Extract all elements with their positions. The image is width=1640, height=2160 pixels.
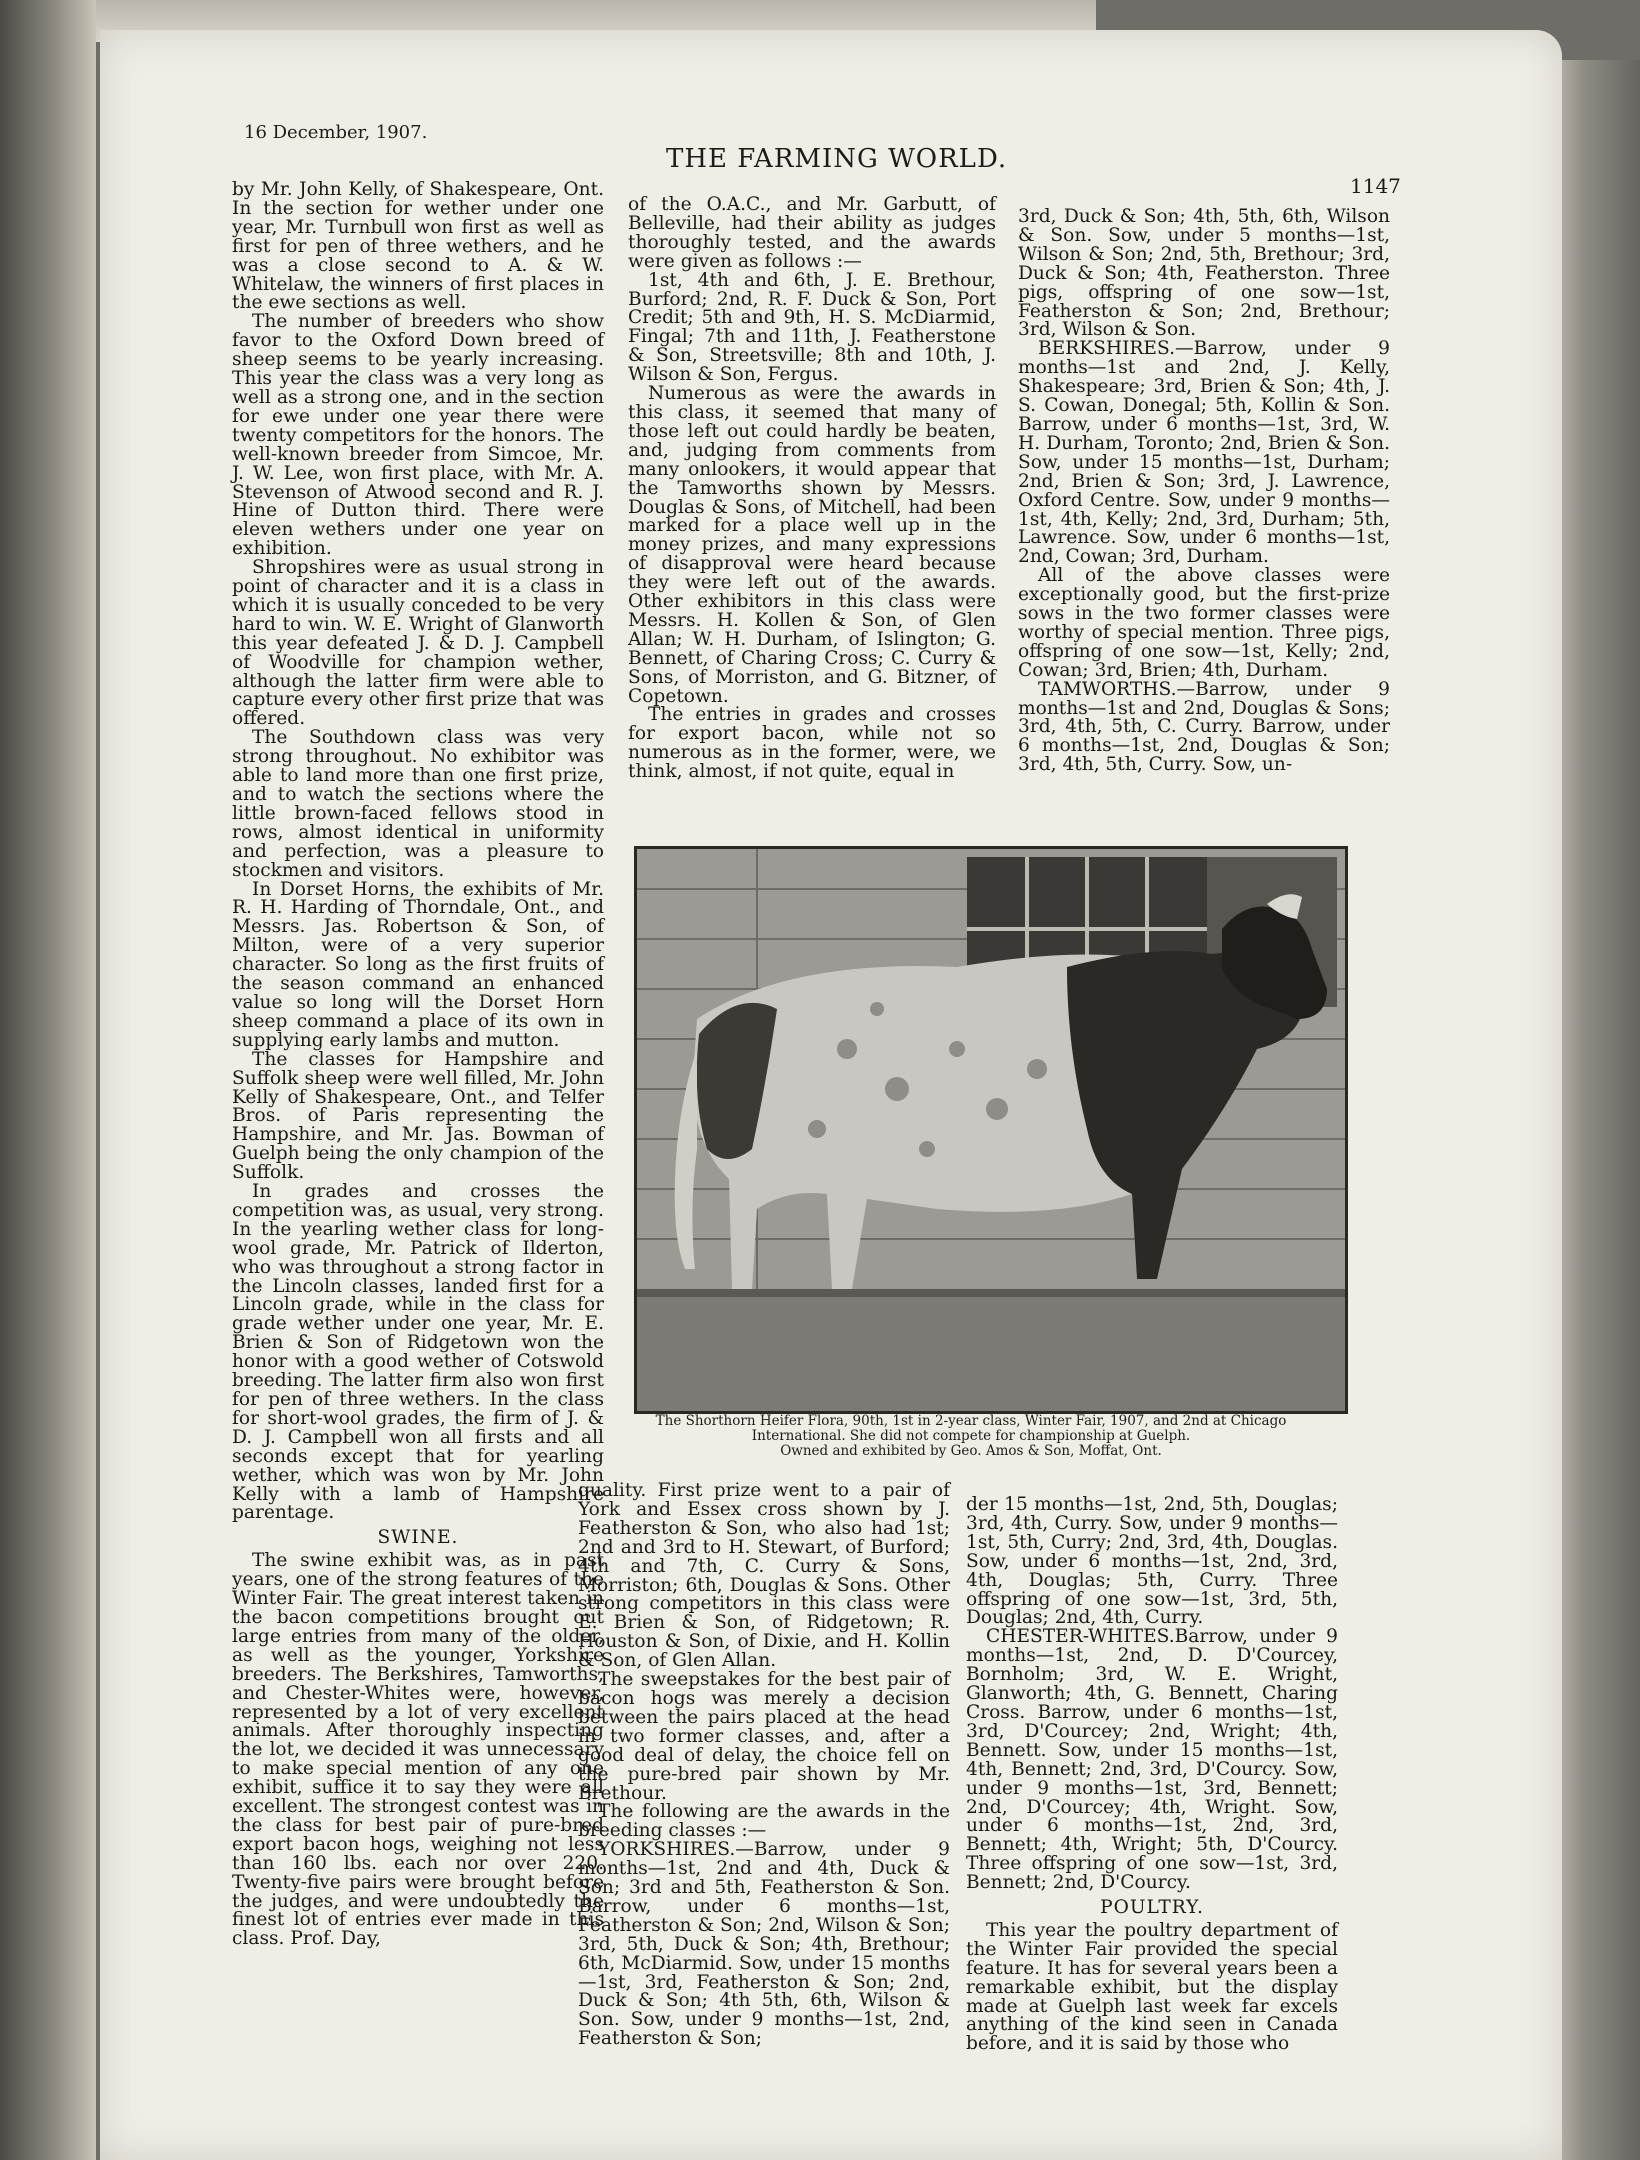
photo-caption <box>614 1414 1328 1459</box>
section-heading-swine: SWINE. <box>377 1527 459 1549</box>
paragraph: In Dorset Horns, the exhibits of Mr. R. H. Harding of Thorndale, Ont., and Messrs. Jas. Robertson & Son, of Milton, were of a very superior character. So long as the first fruits of the season command an enhanced value so long will the Dorset Horn sheep command a place of its own in supplying early lambs and mutton. <box>232 878 604 1051</box>
column-5 <box>966 1496 1338 2054</box>
paragraph: quality. First prize went to a pair of York and Essex cross shown by J. Featherston & Son, who also had 1st; 2nd and 3rd to H. Stewart, of Burford; 4th and 7th, C. Curry & Sons, Morriston; 6th, Douglas & Sons. Other strong competitors in this class were E. Brien & Son, of Ridgetown; R. Houston & Son, of Dixie, and H. Kollin & Son, of Glen Allan. <box>578 1480 950 1672</box>
paragraph: der 15 months—1st, 2nd, 5th, Douglas; 3rd, 4th, Curry. Sow, under 9 months—1st, 5th, Curry; 2nd, 3rd, 4th, Douglas. Sow, under 6 months—1st, 2nd, 3rd, 4th, Douglas; 5th, Curry. Three offspring of one sow—1st, 3rd, 5th, Douglas; 2nd, 4th, Curry. <box>966 1494 1338 1629</box>
column-1 <box>232 181 604 1949</box>
paragraph: Numerous as were the awards in this class, it seemed that many of those left out could hardly be beaten, and, judging from comments from many onlookers, it would appear that the Tamworths shown by Messrs. Douglas & Sons, of Mitchell, had been marked for a place well up in the money prizes, and many expressions of disapproval were heard because they were left out of the awards. Other exhibitors in this class were Messrs. H. Kollen & Son, of Glen Allan; W. H. Durham, of Islington; G. Bennett, of Charing Cross; C. Curry & Sons, of Morriston, and G. Bitzner, of Copetown. <box>628 383 996 707</box>
paragraph: of the O.A.C., and Mr. Garbutt, of Belleville, had their ability as judges thoroughly tested, and the awards were given as follows :— <box>628 194 996 272</box>
paragraph: TAMWORTHS.—Barrow, under 9 months—1st and 2nd, Douglas & Sons; 3rd, 4th, 5th, C. Curry. Barrow, under 6 months—1st, 2nd, Douglas & Son; 3rd, 4th, 5th, Curry. Sow, un- <box>1018 678 1390 776</box>
paragraph: CHESTER-WHITES.Barrow, under 9 months—1st, 2nd, D. D'Courcey, Bornholm; 3rd, W. E. Wright, Glanworth; 4th, G. Bennett, Charing Cross. Barrow, under 6 months—1st, 3rd, D'Courcey; 2nd, Wright; 4th, Bennett. Sow, under 15 months—1st, 4th, Bennett; 2nd, 3rd, D'Courcy. Sow, under 9 months—1st, 3rd, Bennett; 2nd, D'Courcey; 4th, Wright. Sow, under 6 months—1st, 2nd, 3rd, Bennett; 4th, Wright; 5th, D'Courcy. Three offspring of one sow—1st, 3rd, Bennett; 2nd, D'Courcy. <box>966 1626 1338 1894</box>
issue-date: 16 December, 1907. <box>244 122 428 143</box>
paragraph: This year the poultry department of the Winter Fair provided the special feature. It has for several years been a remarkable exhibit, but the display made at Guelph last week far excels anything of the kind seen in Canada before, and it is said by those who <box>966 1919 1338 2055</box>
paragraph: The number of breeders who show favor to the Oxford Down breed of sheep seems to be yearly increasing. This year the class was a very long as well as a strong one, and in the section for ewe under one year there were twenty competitors for the honors. The well-known breeder from Simcoe, Mr. J. W. Lee, won first place, with Mr. A. Stevenson of Atwood second and R. J. Hine of Dutton third. There were eleven wethers under one year on exhibition. <box>232 311 604 560</box>
paragraph: All of the above classes were exceptionally good, but the first-prize sows in the two former classes were worthy of special mention. Three pigs, offspring of one sow—1st, Kelly; 2nd, Cowan; 3rd, Brien; 4th, Durham. <box>1018 565 1390 681</box>
publication-title: THE FARMING WORLD. <box>666 144 1008 174</box>
caption-line: Owned and exhibited by Geo. Amos & Son, Moffat, Ont. <box>780 1443 1162 1459</box>
paragraph: The classes for Hampshire and Suffolk sheep were well filled, Mr. John Kelly of Shakespeare, Ont., and Telfer Bros. of Paris representing the Hampshire, and Mr. Jas. Bowman of Guelph being the only champion of the Suffolk. <box>232 1048 604 1184</box>
paragraph: BERKSHIRES.—Barrow, under 9 months—1st and 2nd, J. Kelly, Shakespeare; 3rd, Brien & Son; 4th, J. S. Cowan, Donegal; 5th, Kollin & Son. Barrow, under 6 months—1st, 3rd, W. H. Durham, Toronto; 2nd, Brien & Son. Sow, under 15 months—1st, Durham; 2nd, Brien & Son; 3rd, J. Lawrence, Oxford Centre. Sow, under 9 months—1st, 4th, Kelly; 2nd, 3rd, Durham; 5th, Lawrence. Sow, under 6 months—1st, 2nd, Cowan; 3rd, Durham. <box>1018 338 1390 568</box>
paragraph: The sweepstakes for the best pair of bacon hogs was merely a decision between the pairs placed at the head in two former classes, and, after a good deal of delay, the choice fell on the pure-bred pair shown by Mr. Brethour. <box>578 1669 950 1804</box>
paragraph: 3rd, Duck & Son; 4th, 5th, 6th, Wilson & Son. Sow, under 5 months—1st, Wilson & Son; 2nd, 5th, Brethour; 3rd, Duck & Son; 4th, Featherston. Three pigs, offspring of one sow—1st, Featherston & Son; 2nd, Brethour; 3rd, Wilson & Son. <box>1018 206 1390 341</box>
paragraph: The following are the awards in the breeding classes :— <box>578 1801 950 1842</box>
column-2 <box>628 196 996 782</box>
paragraph: Shropshires were as usual strong in point of character and it is a class in which it is usually conceded to be very hard to win. W. E. Wright of Glanworth this year defeated J. & D. J. Campbell of Woodville for champion wether, although the latter firm were able to capture every other first prize that was offered. <box>232 557 604 730</box>
caption-line: The Shorthorn Heifer Flora, 90th, 1st in 2-year class, Winter Fair, 1907, and 2nd at Chicago International. She did not compete for championship at Guelph. <box>655 1413 1287 1444</box>
paragraph: The Southdown class was very strong throughout. No exhibitor was able to land more than one first prize, and to watch the sections where the little brown-faced fellows stood in rows, almost identical in uniformity and perfection, was a pleasure to stockmen and visitors. <box>232 727 604 881</box>
paragraph: In grades and crosses the competition was, as usual, very strong. In the yearling wether class for long-wool grade, Mr. Patrick of Ilderton, who was throughout a strong factor in the Lincoln classes, landed first for a Lincoln grade, while in the class for grade wether under one year, Mr. E. Brien & Son of Ridgetown won the honor with a good wether of Cotswold breeding. The latter firm also won first for pen of three wethers. In the class for short-wool grades, the firm of J. & D. J. Campbell won all firsts and all seconds except that for yearling wether, which was won by Mr. John Kelly with a lamb of Hampshire parentage. <box>232 1181 604 1524</box>
page-number: 1147 <box>1350 174 1401 198</box>
column-3 <box>1018 208 1390 775</box>
column-4 <box>578 1482 950 2049</box>
paragraph: by Mr. John Kelly, of Shakespeare, Ont. In the section for wether under one year, Mr. Turnbull won first as well as first for pen of three wethers, and he was a close second to A. & W. Whitelaw, the winners of first places in the ewe sections as well. <box>232 179 604 314</box>
paragraph: 1st, 4th and 6th, J. E. Brethour, Burford; 2nd, R. F. Duck & Son, Port Credit; 5th and 9th, H. S. McDiarmid, Fingal; 7th and 11th, J. Featherstone & Son, Streetsville; 8th and 10th, J. Wilson & Son, Fergus. <box>628 269 996 386</box>
paragraph: The swine exhibit was, as in past years, one of the strong features of the Winter Fair. The great interest taken in the bacon competitions brought out large entries from many of the older, as well as the younger, Yorkshire breeders. The Berkshires, Tamworths, and Chester-Whites were, however, represented by a lot of very excellent animals. After thoroughly inspecting the lot, we decided it was unnecessary to make special mention of any one exhibit, suffice it to say they were all excellent. The strongest contest was in the class for best pair of pure-bred export bacon hogs, weighing not less than 160 lbs. each nor over 220. Twenty-five pairs were brought before the judges, and were undoubtedly the finest lot of entries ever made in this class. Prof. Day, <box>232 1550 604 1950</box>
section-heading-poultry: POULTRY. <box>1100 1897 1204 1919</box>
shorthorn-heifer-photo <box>634 846 1348 1414</box>
paragraph: The entries in grades and crosses for export bacon, while not so numerous as in the former, were, we think, almost, if not quite, equal in <box>628 704 996 783</box>
scan-binding-edge <box>0 0 96 2160</box>
paragraph: YORKSHIRES.—Barrow, under 9 months—1st, 2nd and 4th, Duck & Son; 3rd and 5th, Featherston & Son. Barrow, under 6 months—1st, Featherston & Son; 2nd, Wilson & Son; 3rd, 5th, Duck & Son; 4th, Brethour; 6th, McDiarmid. Sow, under 15 months—1st, 3rd, Featherston & Son; 2nd, Duck & Son; 4th 5th, 6th, Wilson & Son. Sow, under 9 months—1st, 2nd, Featherston & Son; <box>578 1839 950 2050</box>
